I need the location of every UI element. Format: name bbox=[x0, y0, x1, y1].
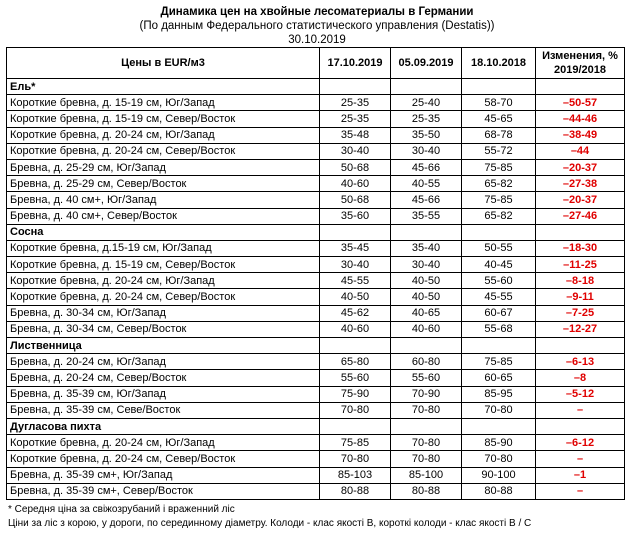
price-cell-date-2: 55-60 bbox=[391, 370, 462, 386]
column-header-date-1: 17.10.2019 bbox=[320, 48, 391, 79]
price-cell-date-1: 35-45 bbox=[320, 240, 391, 256]
table-row bbox=[7, 208, 625, 224]
group-empty-cell bbox=[320, 79, 391, 95]
row-label: Бревна, д. 20-24 см, Север/Восток bbox=[7, 370, 320, 386]
table-row bbox=[7, 289, 625, 305]
footnote-2: Ціни за ліс з корою, у дороги, по серединному діаметру. Колоди - клас якості B, короткі колоди - клас якості B / C bbox=[8, 517, 532, 529]
price-cell-date-1: 65-80 bbox=[320, 354, 391, 370]
price-cell-date-3: 90-100 bbox=[462, 467, 536, 483]
price-cell-date-1: 25-35 bbox=[320, 111, 391, 127]
row-label: Короткие бревна, д. 20-24 см, Юг/Запад bbox=[7, 435, 320, 451]
price-cell-date-1: 50-68 bbox=[320, 192, 391, 208]
row-label: Короткие бревна, д. 15-19 см, Север/Восток bbox=[7, 111, 320, 127]
price-cell-date-3: 80-88 bbox=[462, 483, 536, 499]
table-row bbox=[7, 273, 625, 289]
report-subtitle: (По данным Федерального статистического управления (Destatis)) bbox=[139, 20, 495, 32]
price-cell-date-3: 55-60 bbox=[462, 273, 536, 289]
group-empty-cell bbox=[320, 224, 391, 240]
price-cell-date-3: 45-65 bbox=[462, 111, 536, 127]
row-label: Короткие бревна, д. 15-19 см, Юг/Запад bbox=[7, 95, 320, 111]
price-cell-date-2: 40-65 bbox=[391, 305, 462, 321]
price-cell-date-1: 30-40 bbox=[320, 257, 391, 273]
price-cell-date-1: 75-85 bbox=[320, 435, 391, 451]
row-label: Короткие бревна, д. 20-24 см, Юг/Запад bbox=[7, 127, 320, 143]
price-cell-date-2: 80-88 bbox=[391, 483, 462, 499]
row-label: Бревна, д. 40 см+, Юг/Запад bbox=[7, 192, 320, 208]
report-date: 30.10.2019 bbox=[288, 34, 346, 46]
change-cell: –11-25 bbox=[536, 257, 625, 273]
change-cell: –8 bbox=[536, 370, 625, 386]
price-cell-date-2: 45-66 bbox=[391, 159, 462, 175]
group-empty-cell bbox=[462, 418, 536, 434]
price-cell-date-3: 58-70 bbox=[462, 95, 536, 111]
price-cell-date-3: 45-55 bbox=[462, 289, 536, 305]
price-cell-date-2: 40-60 bbox=[391, 321, 462, 337]
price-cell-date-3: 65-82 bbox=[462, 208, 536, 224]
column-header-date-2: 05.09.2019 bbox=[391, 48, 462, 79]
group-name: Ель* bbox=[7, 79, 320, 95]
group-empty-cell bbox=[536, 418, 625, 434]
price-cell-date-1: 85-103 bbox=[320, 467, 391, 483]
price-cell-date-1: 25-35 bbox=[320, 95, 391, 111]
group-empty-cell bbox=[536, 224, 625, 240]
price-cell-date-3: 85-90 bbox=[462, 435, 536, 451]
table-row bbox=[7, 370, 625, 386]
change-cell: –50-57 bbox=[536, 95, 625, 111]
change-cell: –27-38 bbox=[536, 176, 625, 192]
price-table bbox=[6, 47, 625, 500]
footnotes bbox=[8, 503, 634, 531]
group-empty-cell bbox=[462, 338, 536, 354]
price-cell-date-3: 70-80 bbox=[462, 402, 536, 418]
row-label: Бревна, д. 40 см+, Север/Восток bbox=[7, 208, 320, 224]
price-cell-date-2: 40-50 bbox=[391, 273, 462, 289]
group-empty-cell bbox=[462, 224, 536, 240]
price-cell-date-3: 65-82 bbox=[462, 176, 536, 192]
report-title: Динамика цен на хвойные лесоматериалы в Германии bbox=[160, 6, 474, 18]
row-label: Короткие бревна, д. 20-24 см, Юг/Запад bbox=[7, 273, 320, 289]
price-cell-date-3: 40-45 bbox=[462, 257, 536, 273]
change-cell: –27-46 bbox=[536, 208, 625, 224]
price-cell-date-1: 40-60 bbox=[320, 176, 391, 192]
table-row bbox=[7, 451, 625, 467]
row-label: Бревна, д. 35-39 см, Юг/Запад bbox=[7, 386, 320, 402]
price-cell-date-2: 70-80 bbox=[391, 451, 462, 467]
table-row bbox=[7, 240, 625, 256]
price-cell-date-2: 85-100 bbox=[391, 467, 462, 483]
change-cell: –6-12 bbox=[536, 435, 625, 451]
change-cell: – bbox=[536, 451, 625, 467]
price-cell-date-2: 35-50 bbox=[391, 127, 462, 143]
price-cell-date-2: 70-80 bbox=[391, 435, 462, 451]
price-cell-date-3: 85-95 bbox=[462, 386, 536, 402]
row-label: Бревна, д. 25-29 см, Юг/Запад bbox=[7, 159, 320, 175]
price-cell-date-3: 60-65 bbox=[462, 370, 536, 386]
price-cell-date-2: 30-40 bbox=[391, 143, 462, 159]
group-empty-cell bbox=[391, 224, 462, 240]
row-label: Короткие бревна, д. 20-24 см, Север/Восток bbox=[7, 143, 320, 159]
price-cell-date-2: 40-55 bbox=[391, 176, 462, 192]
price-cell-date-1: 55-60 bbox=[320, 370, 391, 386]
column-header-price: Цены в EUR/м3 bbox=[7, 48, 320, 79]
change-cell: –5-12 bbox=[536, 386, 625, 402]
row-label: Бревна, д. 35-39 см+, Север/Восток bbox=[7, 483, 320, 499]
price-cell-date-3: 75-85 bbox=[462, 159, 536, 175]
table-row bbox=[7, 95, 625, 111]
group-empty-cell bbox=[320, 338, 391, 354]
group-empty-cell bbox=[391, 338, 462, 354]
price-cell-date-3: 75-85 bbox=[462, 354, 536, 370]
table-row bbox=[7, 402, 625, 418]
price-cell-date-1: 40-50 bbox=[320, 289, 391, 305]
price-cell-date-2: 70-80 bbox=[391, 402, 462, 418]
group-empty-cell bbox=[391, 418, 462, 434]
price-cell-date-1: 70-80 bbox=[320, 451, 391, 467]
change-cell: – bbox=[536, 483, 625, 499]
row-label: Короткие бревна, д. 20-24 см, Север/Восток bbox=[7, 289, 320, 305]
group-row bbox=[7, 79, 625, 95]
group-empty-cell bbox=[462, 79, 536, 95]
price-cell-date-3: 70-80 bbox=[462, 451, 536, 467]
price-cell-date-2: 30-40 bbox=[391, 257, 462, 273]
price-cell-date-3: 50-55 bbox=[462, 240, 536, 256]
price-cell-date-1: 35-48 bbox=[320, 127, 391, 143]
row-label: Короткие бревна, д. 15-19 см, Север/Восток bbox=[7, 257, 320, 273]
price-cell-date-1: 50-68 bbox=[320, 159, 391, 175]
change-cell: –44 bbox=[536, 143, 625, 159]
group-name: Дугласова пихта bbox=[7, 418, 320, 434]
change-cell: –1 bbox=[536, 467, 625, 483]
price-cell-date-1: 80-88 bbox=[320, 483, 391, 499]
table-row bbox=[7, 483, 625, 499]
price-cell-date-1: 30-40 bbox=[320, 143, 391, 159]
price-cell-date-1: 40-60 bbox=[320, 321, 391, 337]
row-label: Короткие бревна, д. 20-24 см, Север/Восток bbox=[7, 451, 320, 467]
change-cell: –6-13 bbox=[536, 354, 625, 370]
group-row bbox=[7, 224, 625, 240]
price-cell-date-1: 70-80 bbox=[320, 402, 391, 418]
price-cell-date-2: 45-66 bbox=[391, 192, 462, 208]
report-header bbox=[0, 0, 634, 47]
row-label: Бревна, д. 35-39 см, Севе/Восток bbox=[7, 402, 320, 418]
price-cell-date-2: 40-50 bbox=[391, 289, 462, 305]
price-cell-date-1: 45-55 bbox=[320, 273, 391, 289]
price-cell-date-3: 75-85 bbox=[462, 192, 536, 208]
table-row bbox=[7, 386, 625, 402]
price-cell-date-2: 70-90 bbox=[391, 386, 462, 402]
price-cell-date-2: 35-40 bbox=[391, 240, 462, 256]
price-cell-date-3: 55-68 bbox=[462, 321, 536, 337]
row-label: Бревна, д. 25-29 см, Север/Восток bbox=[7, 176, 320, 192]
table-row bbox=[7, 305, 625, 321]
price-cell-date-3: 55-72 bbox=[462, 143, 536, 159]
table-row bbox=[7, 435, 625, 451]
group-empty-cell bbox=[320, 418, 391, 434]
change-cell: –12-27 bbox=[536, 321, 625, 337]
group-name: Сосна bbox=[7, 224, 320, 240]
change-cell: –20-37 bbox=[536, 192, 625, 208]
price-cell-date-1: 35-60 bbox=[320, 208, 391, 224]
change-cell: –20-37 bbox=[536, 159, 625, 175]
change-cell: –8-18 bbox=[536, 273, 625, 289]
group-row bbox=[7, 418, 625, 434]
price-cell-date-1: 75-90 bbox=[320, 386, 391, 402]
table-row bbox=[7, 127, 625, 143]
table-header-row bbox=[7, 48, 625, 79]
table-row bbox=[7, 143, 625, 159]
price-cell-date-2: 25-35 bbox=[391, 111, 462, 127]
row-label: Бревна, д. 20-24 см, Юг/Запад bbox=[7, 354, 320, 370]
table-row bbox=[7, 176, 625, 192]
change-cell: –9-11 bbox=[536, 289, 625, 305]
row-label: Короткие бревна, д.15-19 см, Юг/Запад bbox=[7, 240, 320, 256]
group-empty-cell bbox=[536, 79, 625, 95]
price-cell-date-3: 60-67 bbox=[462, 305, 536, 321]
footnote-1: * Середня ціна за свіжозрубаний і враженний ліс bbox=[8, 503, 235, 515]
table-row bbox=[7, 192, 625, 208]
price-cell-date-1: 45-62 bbox=[320, 305, 391, 321]
table-row bbox=[7, 159, 625, 175]
column-header-change: Изменения, % 2019/2018 bbox=[536, 48, 625, 79]
change-cell: –18-30 bbox=[536, 240, 625, 256]
group-empty-cell bbox=[391, 79, 462, 95]
group-empty-cell bbox=[536, 338, 625, 354]
price-cell-date-2: 60-80 bbox=[391, 354, 462, 370]
row-label: Бревна, д. 30-34 см, Юг/Запад bbox=[7, 305, 320, 321]
group-name: Лиственница bbox=[7, 338, 320, 354]
change-cell: – bbox=[536, 402, 625, 418]
row-label: Бревна, д. 30-34 см, Север/Восток bbox=[7, 321, 320, 337]
change-cell: –38-49 bbox=[536, 127, 625, 143]
change-cell: –7-25 bbox=[536, 305, 625, 321]
table-row bbox=[7, 257, 625, 273]
table-row bbox=[7, 321, 625, 337]
price-cell-date-2: 25-40 bbox=[391, 95, 462, 111]
column-header-date-3: 18.10.2018 bbox=[462, 48, 536, 79]
change-cell: –44-46 bbox=[536, 111, 625, 127]
table-row bbox=[7, 354, 625, 370]
group-row bbox=[7, 338, 625, 354]
table-body bbox=[7, 79, 625, 500]
price-cell-date-2: 35-55 bbox=[391, 208, 462, 224]
table-row bbox=[7, 111, 625, 127]
table-row bbox=[7, 467, 625, 483]
price-cell-date-3: 68-78 bbox=[462, 127, 536, 143]
row-label: Бревна, д. 35-39 см+, Юг/Запад bbox=[7, 467, 320, 483]
